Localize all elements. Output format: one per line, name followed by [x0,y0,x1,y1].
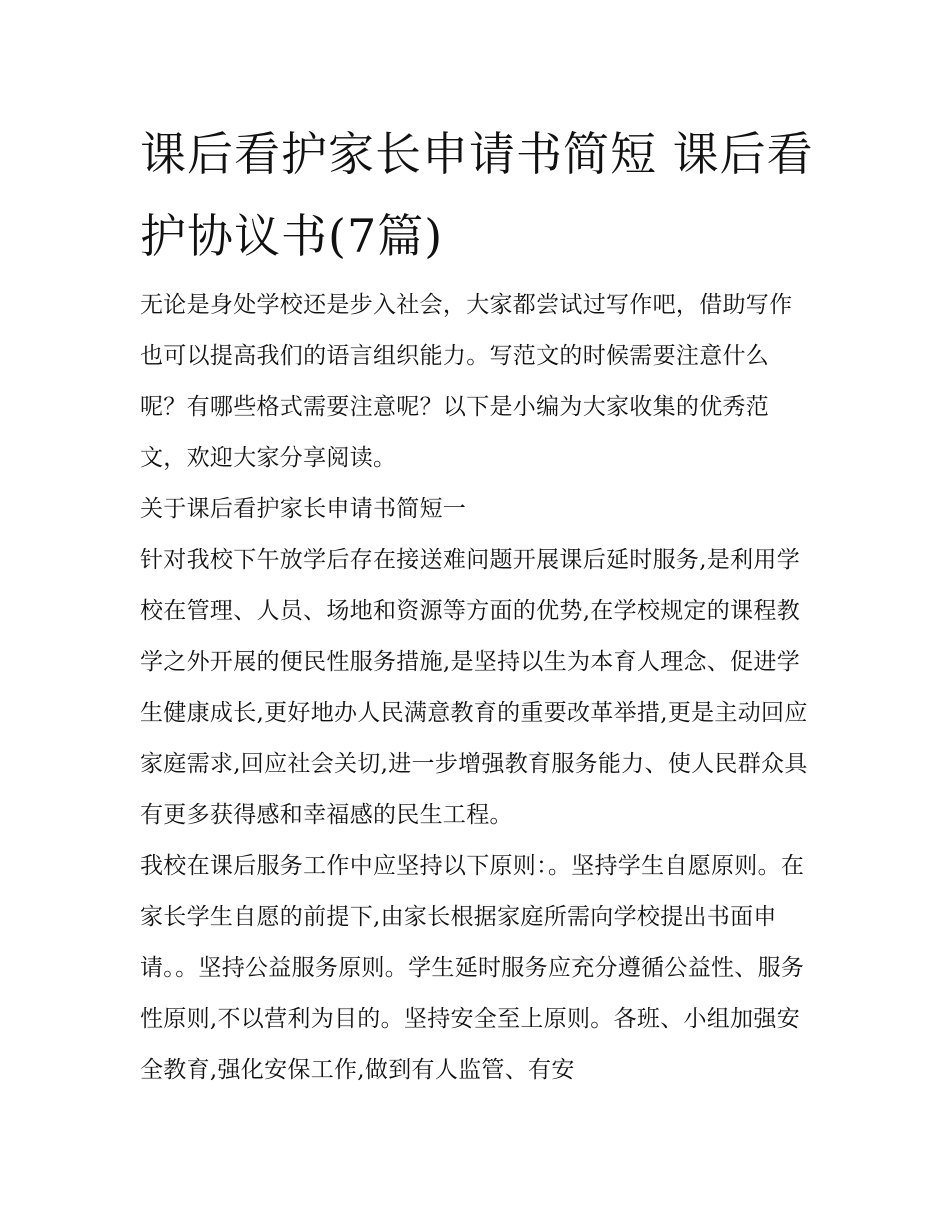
body-paragraph: 我校在课后服务工作中应坚持以下原则：。坚持学生自愿原则。在家长学生自愿的前提下,由家长根据家庭所需向学校提出书面申请。。坚持公益服务原则。学生延时服务应充分遵循公益性、服务性原则,不以营利为目的。坚持安全至上原则。各班、小组加强安全教育,强化安保工作,做到有人监管、有安 [140,853,805,1083]
intro-paragraph: 无论是身处学校还是步入社会，大家都尝试过写作吧，借助写作也可以提高我们的语言组织能力。写范文的时候需要注意什么呢？有哪些格式需要注意呢？以下是小编为大家收集的优秀范文，欢迎大家分享阅读。 [140,292,793,471]
section-heading: 关于课后看护家长申请书简短一 [140,496,467,522]
body-paragraph: 针对我校下午放学后存在接送难问题开展课后延时服务,是利用学校在管理、人员、场地和资源等方面的优势,在学校规定的课程教学之外开展的便民性服务措施,是坚持以生为本育人理念、促进学生健康成长,更好地办人民满意教育的重要改革举措,更是主动回应家庭需求,回应社会关切,进一步增强教育服务能力、使人民群众具有更多获得感和幸福感的民生工程。 [140,547,808,828]
document-body [140,280,815,1096]
document-title: 课后看护家长申请书简短 课后看护协议书(7篇) [140,127,814,263]
